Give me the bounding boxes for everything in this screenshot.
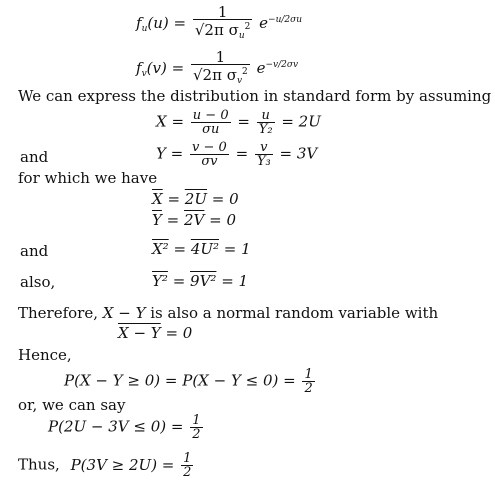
- prob-3: Thus, P(3V ≥ 2U) = $\frac{1}{2}$: [18, 451, 192, 480]
- prob-2: P(2U − 3V ≤ 0) = $\frac{1}{2}$: [48, 413, 201, 442]
- text-and-2: and: [20, 242, 49, 260]
- def-y-lhs: Y =: [156, 144, 184, 163]
- def-y: Y = $\frac{v - 0}{\sigma v}$ = $\frac{v}{\text{Y₃}}$ = 3V: [156, 140, 318, 169]
- fv-denominator: √2π $\sigma_v^2$: [192, 66, 248, 86]
- def-y-rhs: = 3V: [279, 144, 318, 163]
- def-x: X = $\frac{u - 0}{\sigma u}$ = $\frac{u}{\text{Y₂}}$ = 2U: [156, 108, 321, 137]
- fu-exponent: −u/2σu: [268, 15, 303, 25]
- equation-fu: [136, 5, 302, 43]
- fu-argument: (u): [147, 14, 169, 32]
- therefore-expression: X − Y: [102, 304, 146, 322]
- prob-1: P(X − Y ≥ 0) = P(X − Y ≤ 0) = $\frac{1}{2}$: [64, 367, 313, 396]
- fv-numerator: 1: [191, 50, 250, 65]
- text-express: We can express the distribution in standard form by assuming: [18, 87, 492, 105]
- def-x-frac1: $\frac{u - 0}{\sigma u}$: [192, 108, 229, 137]
- text-hence: Hence,: [18, 346, 72, 364]
- fu-equals: =: [173, 14, 187, 32]
- fu-numerator: 1: [193, 5, 253, 20]
- def-x-frac2: $\frac{u}{\text{Y₂}}$: [258, 108, 273, 137]
- fv-exponent: −v/2σv: [265, 60, 299, 70]
- mean-x2: X² = 4U² = 1: [152, 240, 251, 258]
- text-thus: Thus,: [18, 455, 60, 474]
- prob-1-half: $\frac{1}{2}$: [304, 367, 313, 396]
- fu-exp-base: e: [259, 14, 269, 32]
- mean-ybar: $\overline{Y} = 2V = 0$: [152, 211, 237, 229]
- prob-2-half: $\frac{1}{2}$: [192, 413, 201, 442]
- mean-xbar: $\overline{X} = 2U = 0$: [152, 190, 239, 208]
- def-y-frac2: $\frac{v}{\text{Y₃}}$: [256, 140, 271, 169]
- fu-fraction: [193, 5, 253, 43]
- fv-equals: =: [171, 59, 185, 77]
- fu-subscript: u: [141, 24, 148, 34]
- fv-symbol: f: [136, 59, 142, 77]
- fv-fraction: [191, 50, 250, 88]
- def-x-rhs: = 2U: [281, 112, 321, 131]
- fu-symbol: f: [136, 14, 142, 32]
- mean-y2: Y² = 9V² = 1: [152, 272, 249, 290]
- fv-subscript: v: [141, 69, 147, 79]
- text-for-which: for which we have: [18, 169, 158, 187]
- text-therefore: Therefore, X − Y is also a normal random variable with: [18, 304, 439, 322]
- mean-xmy: X − Y = 0: [118, 324, 193, 342]
- prob-3-half: $\frac{1}{2}$: [183, 451, 192, 480]
- def-y-frac1: $\frac{v - 0}{\sigma v}$: [192, 140, 227, 169]
- text-also: also,: [20, 273, 56, 291]
- def-x-lhs: X =: [156, 112, 185, 131]
- text-or-we-can-say: or, we can say: [18, 396, 126, 414]
- fv-argument: (v): [146, 59, 167, 77]
- fv-exp-base: e: [256, 59, 266, 77]
- text-and-1: and: [20, 148, 49, 166]
- equation-fv: [136, 50, 298, 88]
- fu-denominator: √2π $\sigma_u^2$: [194, 21, 251, 41]
